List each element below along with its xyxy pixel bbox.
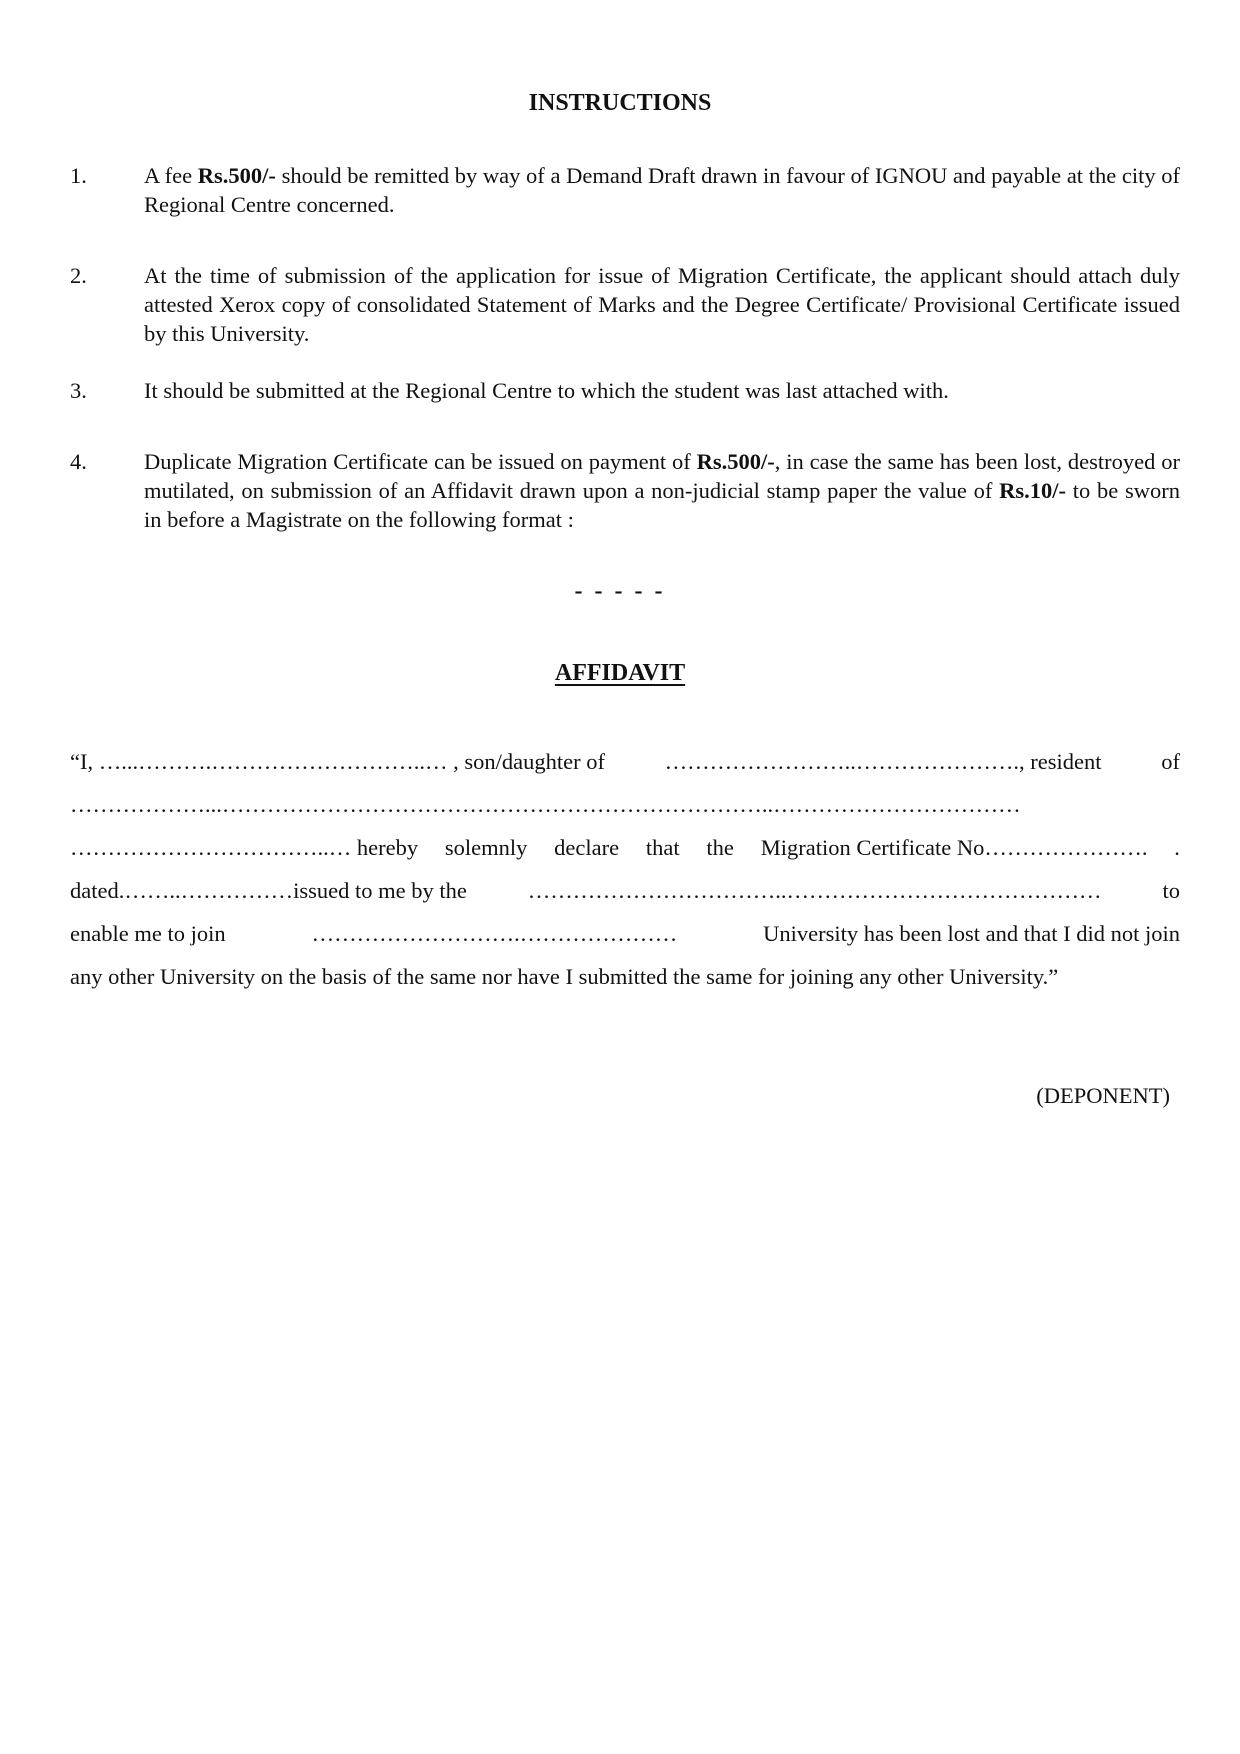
instruction-text-part: Duplicate Migration Certificate can be issued on payment of — [144, 449, 697, 474]
instruction-item — [70, 261, 1180, 348]
instruction-text-part: should be remitted by way of a Demand Draft drawn in favour of IGNOU and payable at the city of Regional Centre concerned. — [144, 163, 1180, 217]
section-separator: - - - - - — [574, 578, 666, 604]
affidavit-text: Migration Certificate No…………………. — [760, 835, 1148, 860]
affidavit-text: . — [1174, 835, 1180, 860]
affidavit-text: enable me to join — [70, 921, 226, 946]
instruction-item — [70, 376, 1180, 405]
instruction-text — [144, 161, 1180, 219]
instruction-text-part: to be sworn in before a Magistrate on the following format : — [144, 478, 1180, 532]
stamp-paper-value: Rs.10/- — [999, 478, 1066, 503]
affidavit-line — [70, 869, 1180, 912]
affidavit-text: “I, …...……….………………………..… , son/daughter of — [70, 749, 605, 774]
affidavit-text: dated.……..……………issued to me by the — [70, 878, 467, 903]
affidavit-body — [70, 740, 1180, 998]
affidavit-text: any other University on the basis of the same nor have I submitted the same for joining any other University.” — [70, 964, 1059, 989]
instruction-item — [70, 447, 1180, 534]
instruction-text-part: It should be submitted at the Regional Centre to which the student was last attached with. — [144, 378, 949, 403]
affidavit-heading: AFFIDAVIT — [554, 660, 686, 686]
affidavit-text: ……………………..…………………., resident — [664, 749, 1102, 774]
affidavit-text: to — [1162, 878, 1180, 903]
affidavit-line — [70, 740, 1180, 783]
fee-amount: Rs.500/- — [197, 163, 276, 188]
affidavit-text: that — [645, 835, 680, 860]
instruction-text-part: At the time of submission of the application for issue of Migration Certificate, the applicant should attach duly attested Xerox copy of consolidated Statement of Marks and the Degree Certificate/ Provisional Certificate issued by this University. — [144, 263, 1180, 346]
instruction-number: 4. — [70, 449, 87, 474]
instruction-text-part: A fee — [144, 163, 198, 188]
affidavit-text: ……………………………..… hereby — [70, 835, 419, 860]
instruction-text-part: , in case the same has been lost, destroyed or mutilated, on submission of an Affidavit drawn upon a non-judicial stamp paper the value of — [144, 449, 1180, 503]
affidavit-line — [70, 912, 1180, 955]
affidavit-line — [70, 783, 1180, 826]
affidavit-line — [70, 826, 1180, 869]
instructions-heading: INSTRUCTIONS — [528, 90, 712, 116]
instruction-text — [144, 376, 1180, 405]
instruction-text — [144, 261, 1180, 348]
instruction-text — [144, 447, 1180, 534]
affidavit-text: University has been lost and that I did not join — [763, 921, 1180, 946]
affidavit-text: the — [706, 835, 734, 860]
affidavit-text: ……………………………..…………………………………… — [527, 878, 1102, 903]
affidavit-text: declare — [554, 835, 620, 860]
deponent-signature-label: (DEPONENT) — [1036, 1083, 1170, 1108]
affidavit-text: solemnly — [444, 835, 528, 860]
duplicate-fee-amount: Rs.500/- — [696, 449, 775, 474]
instruction-number: 3. — [70, 378, 87, 403]
instruction-number: 2. — [70, 263, 87, 288]
affidavit-blank: ………………...………………………………………………………………..…………………………… — [70, 792, 1021, 817]
affidavit-text: ……………………….………………… — [311, 921, 678, 946]
affidavit-line — [70, 955, 1180, 998]
affidavit-text: of — [1161, 749, 1180, 774]
instruction-number: 1. — [70, 163, 87, 188]
instruction-item — [70, 161, 1180, 219]
